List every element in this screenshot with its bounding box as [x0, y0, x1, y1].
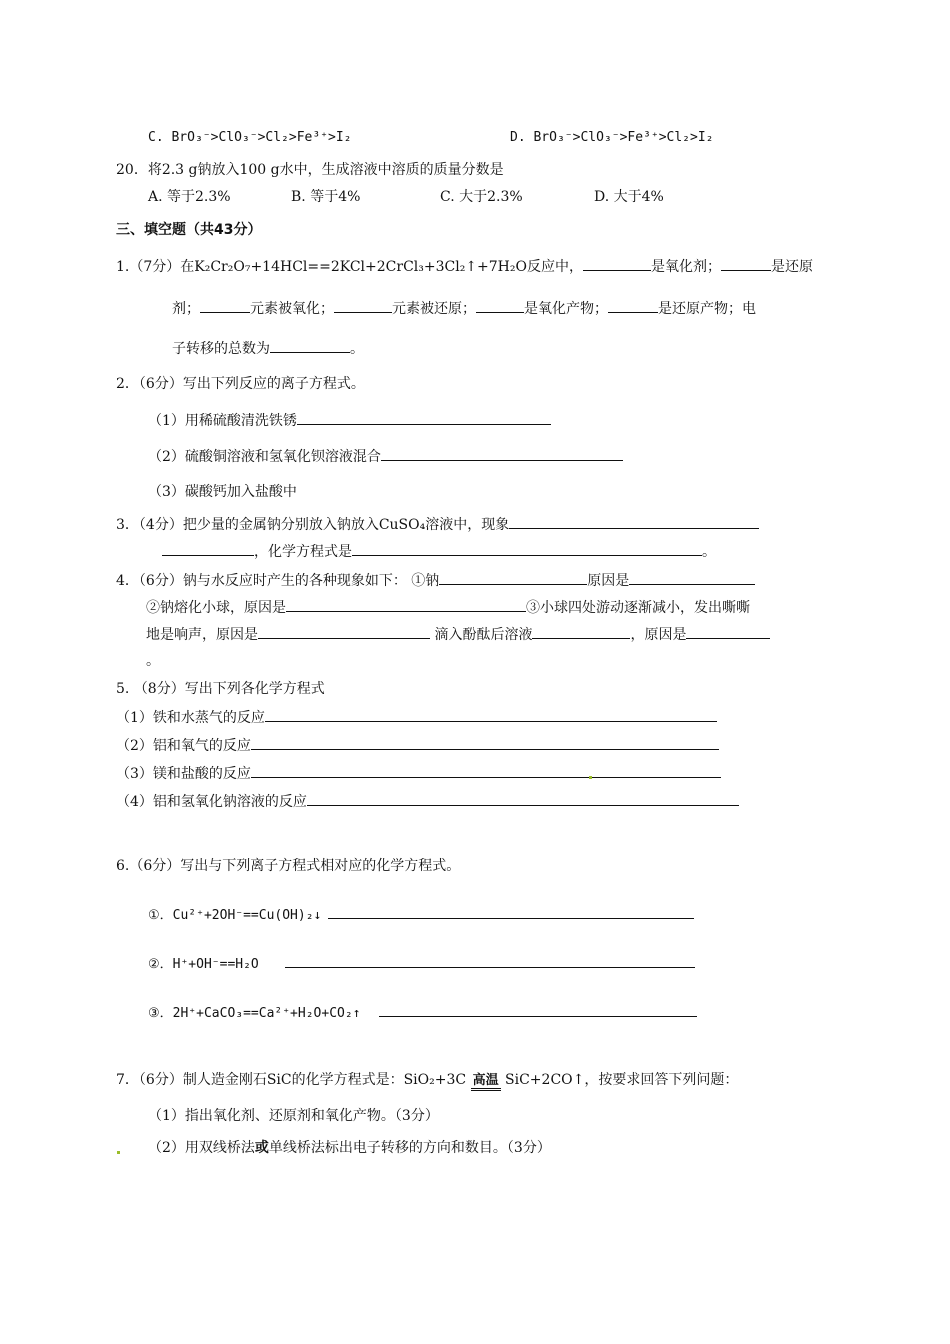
f2-item1-label: （1）用稀硫酸清洗铁锈: [148, 413, 297, 429]
f1-text-g: 是氧化产物；: [524, 301, 608, 317]
f2-item3: （3）碳酸钙加入盐酸中: [148, 484, 297, 500]
decorative-dot: [589, 776, 592, 779]
f7-item2-text-a: （2）用双线桥法: [148, 1140, 255, 1156]
f4-text-b: 原因是: [587, 573, 630, 589]
f3-text-a: 3．（4分）把少量的金属钠分别放入钠放入CuSO₄溶液中，现象: [116, 517, 510, 533]
section-heading: 三、填空题（共43分）: [116, 222, 262, 238]
q20-option-b: B. 等于4%: [291, 189, 361, 205]
f1-text-a: 1.（7分）在K₂Cr₂O₇+14HCl==2KCl+2CrCl₃+3Cl₂↑+7H₂O反应中，: [116, 259, 583, 275]
f6-eq2-text: ②．H⁺+OH⁻==H₂O: [148, 957, 259, 972]
f1-line1: [116, 256, 813, 277]
q19-option-c: C. BrO₃⁻>ClO₃⁻>Cl₂>Fe³⁺>I₂: [148, 130, 352, 145]
f1-blank-oxidized-element[interactable]: [200, 298, 250, 313]
f3-line2: [162, 541, 716, 562]
f1-text-j: 。: [350, 341, 364, 357]
f1-text-c: 是还原: [770, 259, 813, 275]
f6-eq1: [148, 904, 694, 926]
q20-option-d: D. 大于4%: [594, 189, 664, 205]
f4-text-a: 4．（6分）钠与水反应时产生的各种现象如下： ①钠: [116, 573, 440, 589]
f4-line3: [146, 624, 770, 645]
f5-item1: [116, 707, 717, 728]
f4-blank-6[interactable]: [686, 624, 770, 639]
f6-eq1-text: ①．Cu²⁺+2OH⁻==Cu(OH)₂↓: [148, 908, 322, 923]
f7-item2-or: 或: [254, 1140, 269, 1156]
f1-line3: [172, 338, 364, 359]
f6-eq1-answer[interactable]: [328, 904, 694, 919]
f6-eq2-answer[interactable]: [285, 953, 695, 968]
f1-blank-electron-count[interactable]: [270, 338, 350, 353]
decorative-dot: [117, 1151, 120, 1154]
f5-item2-label: （2）铝和氧气的反应: [116, 738, 251, 754]
f4-blank-5[interactable]: [532, 624, 630, 639]
f1-text-e: 元素被氧化；: [250, 301, 334, 317]
f3-blank-phenomenon[interactable]: [509, 514, 759, 529]
f7-item2-text-b: 单线桥法标出电子转移的方向和数目。（3分）: [268, 1140, 551, 1156]
f4-line1: [116, 570, 755, 591]
f3-blank-equation[interactable]: [352, 541, 702, 556]
f6-eq3: [148, 1002, 697, 1024]
f5-item1-answer[interactable]: [265, 707, 717, 722]
q20-option-c: C. 大于2.3%: [440, 189, 523, 205]
f4-text-g: ，原因是: [630, 627, 687, 643]
f1-line2: [172, 298, 756, 319]
f4-text-d: ③小球四处游动逐渐减小，发出嘶嘶: [526, 600, 750, 616]
f3-text-c: 。: [702, 544, 716, 560]
f4-blank-4[interactable]: [258, 624, 430, 639]
f7-text-b: SiC+2CO↑，按要求回答下列问题：: [505, 1072, 739, 1088]
reaction-condition: 高温: [471, 1074, 501, 1091]
f4-text-e: 地是响声，原因是: [146, 627, 258, 643]
f1-text-b: 是氧化剂；: [650, 259, 721, 275]
f2-item1: [148, 410, 551, 431]
f4-text-f: 滴入酚酞后溶液: [434, 627, 533, 643]
f1-blank-reduced-element[interactable]: [334, 298, 392, 313]
f5-item2-answer[interactable]: [251, 735, 719, 750]
f7-text-a: 7．（6分）制人造金刚石SiC的化学方程式是：SiO₂+3C: [116, 1072, 467, 1088]
f1-blank-oxidant[interactable]: [583, 256, 651, 271]
f5-item1-label: （1）铁和水蒸气的反应: [116, 710, 265, 726]
f5-item3: [116, 763, 721, 784]
f6-eq3-answer[interactable]: [379, 1002, 697, 1017]
f2-item1-answer[interactable]: [297, 410, 551, 425]
f3-text-b: ，化学方程式是: [254, 544, 352, 560]
f3-blank-phenomenon-cont[interactable]: [162, 541, 254, 556]
f1-text-h: 是还原产物；电: [658, 301, 756, 317]
f4-line2: [146, 597, 750, 618]
f2-item2: [148, 446, 623, 467]
f7-item2: [148, 1138, 551, 1158]
f6-stem: 6.（6分）写出与下列离子方程式相对应的化学方程式。: [116, 858, 461, 874]
f4-blank-3[interactable]: [286, 597, 526, 612]
f5-item4: [116, 791, 739, 812]
q19-option-d: D. BrO₃⁻>ClO₃⁻>Fe³⁺>Cl₂>I₂: [510, 130, 714, 145]
f1-text-d: 剂；: [172, 301, 200, 317]
q20-option-a: A. 等于2.3%: [148, 189, 231, 205]
f1-blank-oxidation-product[interactable]: [476, 298, 524, 313]
f5-item3-answer[interactable]: [251, 763, 721, 778]
f2-item2-label: （2）硫酸铜溶液和氢氧化钡溶液混合: [148, 449, 381, 465]
f1-blank-reduction-product[interactable]: [608, 298, 658, 313]
f4-blank-2[interactable]: [629, 570, 755, 585]
f1-blank-reductant[interactable]: [721, 256, 771, 271]
f3-line1: [116, 514, 759, 535]
f5-item3-label: （3）镁和盐酸的反应: [116, 766, 251, 782]
f5-item4-answer[interactable]: [307, 791, 739, 806]
f4-text-c: ②钠熔化小球，原因是: [146, 600, 286, 616]
f5-item2: [116, 735, 719, 756]
f7-item1: （1）指出氧化剂、还原剂和氧化产物。（3分）: [148, 1108, 439, 1124]
f1-text-f: 元素被还原；: [392, 301, 476, 317]
f7-line1: [116, 1070, 738, 1091]
f6-eq2: [148, 953, 695, 975]
f6-eq3-text: ③．2H⁺+CaCO₃==Ca²⁺+H₂O+CO₂↑: [148, 1006, 361, 1021]
f4-blank-1[interactable]: [439, 570, 587, 585]
f2-item2-answer[interactable]: [381, 446, 623, 461]
q20-stem: 20．将2.3 g钠放入100 g水中，生成溶液中溶质的质量分数是: [116, 162, 504, 178]
f2-stem: 2．（6分）写出下列反应的离子方程式。: [116, 376, 365, 392]
f1-text-i: 子转移的总数为: [172, 341, 270, 357]
f4-line4: 。: [146, 653, 160, 669]
f5-stem: 5. （8分）写出下列各化学方程式: [116, 681, 325, 697]
f5-item4-label: （4）铝和氢氧化钠溶液的反应: [116, 794, 307, 810]
